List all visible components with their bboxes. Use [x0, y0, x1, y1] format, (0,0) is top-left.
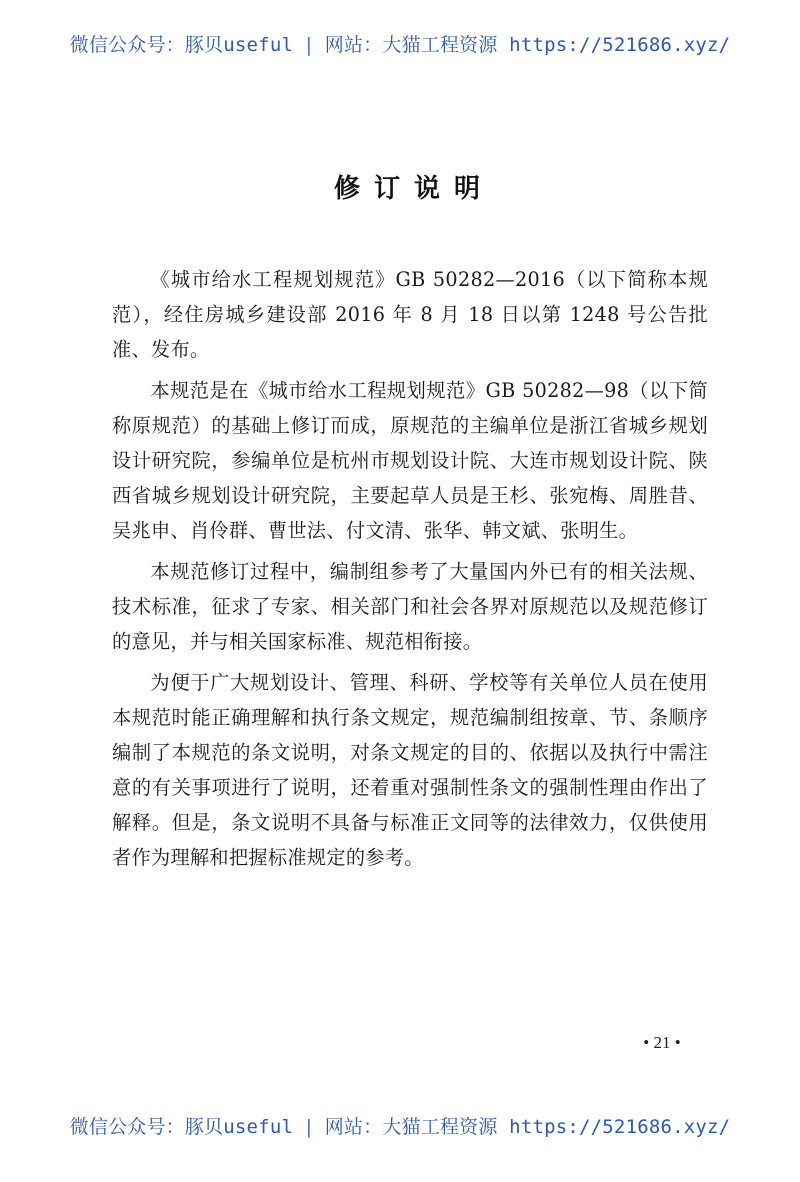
watermark-wechat-text: 微信公众号：豚贝useful [69, 34, 294, 56]
paragraph-revision-basis: 本规范是在《城市给水工程规划规范》GB 50282—98（以下简称原规范）的基础上修订而成，原规范的主编单位是浙江省城乡规划设计研究院，参编单位是杭州市规划设计院、大连市规划设计院、陕西省城乡规划设计研究院，主要起草人员是王杉、张宛梅、周胜昔、吴兆申、肖伶群、曹世法、付文清、张华、韩文斌、张明生。 [112, 379, 708, 542]
watermark-website-text: 网站：大猫工程资源 https://521686.xyz/ [324, 1116, 731, 1138]
paragraph-revision-process: 本规范修订过程中，编制组参考了大量国内外已有的相关法规、技术标准，征求了专家、相关部门和社会各界对原规范以及规范修订的意见，并与相关国家标准、规范相衔接。 [112, 560, 708, 653]
paragraph-approval: 《城市给水工程规划规范》GB 50282—2016（以下简称本规范），经住房城乡建设部 2016 年 8 月 18 日以第 1248 号公告批准、发布。 [112, 268, 708, 361]
watermark-separator: | [303, 34, 315, 56]
watermark-wechat-text: 微信公众号：豚贝useful [69, 1116, 294, 1138]
watermark-separator: | [303, 1116, 315, 1138]
page-number: • 21 • [643, 1033, 681, 1052]
document-body [112, 262, 708, 881]
page-title: 修订说明 [333, 174, 494, 204]
paragraph-explanation-purpose: 为便于广大规划设计、管理、科研、学校等有关单位人员在使用本规范时能正确理解和执行条文规定，规范编制组按章、节、条顺序编制了本规范的条文说明，对条文规定的目的、依据以及执行中需注意的有关事项进行了说明，还着重对强制性条文的强制性理由作出了解释。但是，条文说明不具备与标准正文同等的法律效力，仅供使用者作为理解和把握标准规定的参考。 [112, 671, 708, 869]
watermark-website-text: 网站：大猫工程资源 https://521686.xyz/ [324, 34, 731, 56]
watermark-header [0, 30, 800, 57]
watermark-footer [0, 1112, 800, 1139]
